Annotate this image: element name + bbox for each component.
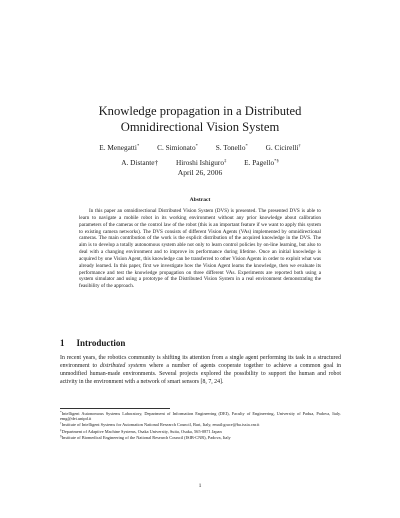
footnote: ‡Department of Adaptive Machine Systems, Osaka University, Suita, Osaka, 565-0871 Japan [60,427,222,434]
abstract-text: In this paper an omnidirectional Distributed Vision System (DVS) is presented. The presented DVS is able to learn to navigate a mobile robot in its working environment without any prior knowledge about calibration parameters of the cameras or the control law of the robot (this is an important feature if we want to apply this system to existing camera networks). The DVS consists of different Vision Agents (VAs) implemented by omnidirectional cameras. The main contribution of the work is the explicit distribution of the acquired knowledge in the DVS. The aim is to develop a totally autonomous system able not only to learn control policies by on-line learning, but also to deal with a changing environment and to improve its performance during lifetime. Once an initial knowledge is acquired by one Vision Agent, this knowledge can be transferred to other Vision Agents in order to exploit what was already learned. In this paper, first we investigate how the Vision Agent learns the knowledge, then we evaluate its performance and test the knowledge propagation on three different VAs. Experiments are reported both using a system simulator and using a prototype of the Distributed Vision System in a real environment demonstrating the feasibility of the approach. [79,208,321,290]
intro-paragraph: In recent years, the robotics community is shifting its attention from a single agent performing its task in a structured environment to distributed systems where a number of agents cooperate together to achieve a common goal in unmodified human-made environments. Several projects explored the possibility to support the human and robot activity in the environment with a network of smart sensors [8, 7, 24]. [60,355,341,386]
author: Hiroshi Ishiguro‡ [175,158,227,167]
title-line-1: Knowledge propagation in a Distributed [98,104,302,118]
author-row-2 [60,154,340,169]
footnote: §Institute of Biomedical Engineering of the National Research Council (ISIB-CNR), Padova, Italy [60,433,231,440]
author: S. Tonello* [215,143,248,152]
page-number: 1 [198,483,202,489]
author-list [60,139,340,169]
author: E. Pagello*§ [244,158,279,167]
abstract-heading: Abstract [189,197,211,203]
footnotes [60,410,341,440]
author: A. Distante† [121,158,159,167]
title-line-2: Omnidirectional Vision System [120,119,280,134]
section-heading [60,338,125,348]
section-title: Introduction [76,338,126,348]
section-number: 1 [60,338,65,348]
author: C. Simionato* [157,143,198,152]
intro-emphasis: distributed systems [100,363,147,370]
paper-title [60,104,340,135]
footnote-rule [60,408,170,409]
author: G. Cicirelli† [265,143,301,152]
footnote: *Intelligent Autonomous Systems Laboratory, Department of Information Engineering (DEI), Faculty of Engineering, University of Padua, Padova, Italy. emg@dei.unipd.it [60,410,341,422]
author-row-1 [60,139,340,154]
author: E. Menegatti* [99,143,140,152]
publication-date: April 26, 2006 [177,168,223,177]
footnote: †Institute of Intelligent Systems for Automation National Research Council, Bari, Italy, email:grace@ba.issia.cnr.it [60,421,260,428]
